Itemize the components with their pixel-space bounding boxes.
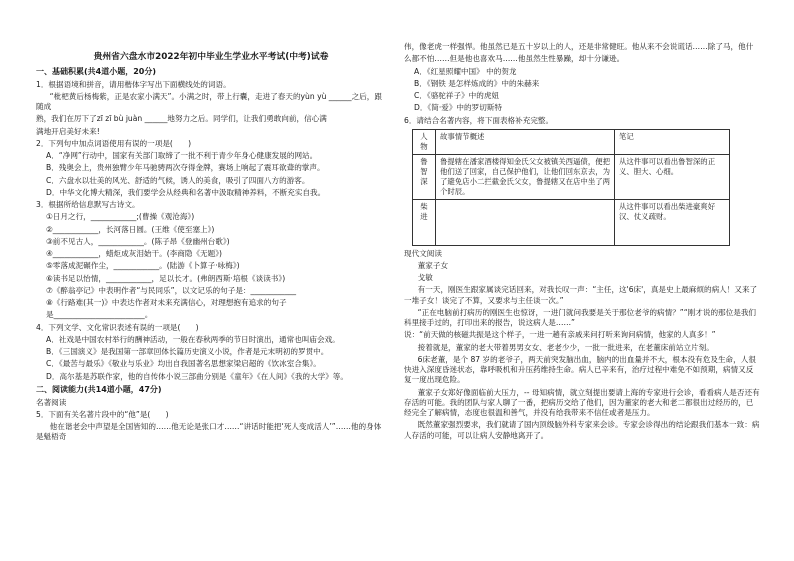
question-2-option-d: D．中华文化博大精深，我们要学会从经典和名著中汲取精神养料，不断充实自我。 (46, 187, 326, 197)
question-5-option-c: C．《骆驼祥子》中的虎妞 (414, 91, 500, 100)
question-4: 4．下列文学、文化常识表述有误的一项是( ) (36, 322, 199, 332)
question-3: 3．根据所给信息默写古诗文。 (36, 200, 140, 210)
table-header-notes: 笔记 (615, 129, 730, 154)
question-3-item-7: ⑦《醉翁亭记》中表明作者“与民同乐”，以文记乐的句子是：____________ (46, 285, 297, 295)
left-column (36, 0, 386, 445)
story-paragraph-5: 既然董家强烈要求，我们就请了国内顶级脑外科专家来会诊。专家会诊得出的结论跟我们基本一致：病人存活的可能，可以让病人安静地离开了。 (404, 420, 760, 440)
question-4-option-b: B．《三国演义》是我国第一部章回体长篇历史演义小说，作者是元末明初的罗贯中。 (46, 347, 329, 357)
table-cell-notes: 从这件事可以看出鲁智深的正义、胆大、心细。 (615, 154, 730, 199)
question-3-item-5: ⑤零落成泥碾作尘，____________。(陆游《卜算子·咏梅》) (46, 261, 240, 271)
story-paragraph-4: 董家子女郑好像面临前大压力，-- 母知病情，就立刻提出要请上海的专家进行会诊，看看病人是否还有存活的可能。我的团队与家人聊了一番，把病历交给了他们，因为董家的老大和老二都很出过经历的，已经完全了解病情，态度也很温和善气，并没有给我带来不信任或者是压力。 (404, 387, 760, 418)
story-paragraph-3: 6床老董，是个 87 岁的老爷子，两天前突发脑出血，脑内的出血量并不大，根本没有危及生命，人很快进入深度昏迷状态，靠呼吸机和升压药维持生命。病人已辛来有，治疗过程中难免不如预期，病情又反复一度出现危险。 (404, 354, 756, 385)
question-5-passage-cont-2: 么都不怕……但是他也喜欢马……他虽然生性暴躁，却十分谦逊。 (404, 54, 625, 64)
question-3-item-4: ④____________，蜡炬成灰泪始干。(李商隐《无题》) (46, 249, 222, 259)
table-cell-plot: 鲁提辖在潘家酒楼得知金氏父女被镇关西逼债，便把他们送了回家，自己保护他们，让他们回东京去，为了避免店小二拦截金氏父女，鲁提辖又在店中坐了两个时辰。 (436, 154, 615, 199)
question-2: 2．下列句中加点词语使用有误的一项是( ) (36, 138, 192, 148)
question-5-option-d: D．《简·爱》中的罗切斯特 (414, 103, 502, 113)
right-column (404, 0, 760, 443)
story-paragraph-1c: 说：“前天做的核磁共振是这个样子，一进一趟有亲戚来问打听来询问病情，他家的人真多！” (404, 330, 716, 340)
character-table (412, 129, 730, 246)
table-cell-character: 鲁智深 (413, 154, 436, 199)
question-1: 1．根据语境和拼音，请用楷体字写出下面横线处的词语。 (36, 79, 231, 89)
question-5: 5．下面有关名著片段中的“他”是( ) (36, 409, 169, 419)
table-row (413, 199, 730, 245)
question-1-para-1: “枇杷黄后杨梅紫，正是农家小满天”。小满之时，带上行囊，走进了春天的yùn yù ______之后，跟随成 (36, 91, 382, 112)
table-cell-character: 柴进 (413, 199, 436, 245)
question-2-option-c: C．六盘水以壮美的风光、舒适的气候，诱人的美食，吸引了四面八方的游客。 (46, 175, 310, 185)
question-1-para-3: 满地开启美好未来! (36, 126, 100, 136)
question-5-passage: 他在谐老会中声望是全国皆知的……他无论是张口才……“讲话时能把‘死人变成活人’”……他的身体是魁梧奇 (36, 422, 382, 442)
reading-category: 名著阅读 (36, 397, 67, 407)
table-header-plot: 故事情节概述 (436, 129, 615, 154)
exam-title: 贵州省六盘水市2022年初中毕业生学业水平考试(中考)试卷 (93, 52, 329, 62)
question-6: 6．请结合名著内容，将下面表格补充完整。 (404, 115, 554, 125)
question-3-item-2: ②____________，长河落日圆。(王维《使至塞上》) (46, 224, 215, 234)
table-cell-plot-blank[interactable] (436, 199, 615, 245)
table-row (413, 154, 730, 199)
story-paragraph-1: 有一天，刚医生跟家属谈完话回来，对我长叹一声：“主任，这'6床'，真是史上最麻烦的病人！又来了一堆子女！谈完了不算，又要求与主任谈一次。” (404, 285, 758, 305)
story-paragraph-2: 接着就是，董家的老大带着男男女女、老老少少，一批一批进来，在老董床前站立片刻。 (417, 342, 714, 352)
table-header-character: 人物 (413, 129, 436, 154)
question-4-option-a: A．社戏是中国农村举行的酬神活动，一般在春秋两季的节日时演出，通常也叫庙会戏。 (46, 334, 340, 344)
question-5-passage-cont-1: 伟，像老虎一样强悍。他虽然已是五十岁以上的人，还是非常健旺。他从来不会说谎话……除了马，他什 (404, 42, 754, 51)
question-3-item-3: ③前不见古人，____________。(陈子昂《登幽州台歌》) (46, 236, 230, 246)
section-basic: 一、基础积累(共4道小题，20分) (36, 66, 157, 76)
section-reading: 二、阅读能力(共14道小题，47分) (36, 384, 162, 394)
story-title: 董家子女 (417, 260, 449, 270)
question-2-option-b: B．残奥会上，贵州独臂少年马驰骋两次夺得金牌，赛场上响起了震耳欲聋的掌声。 (46, 163, 325, 173)
question-3-item-6: ⑥读书足以怡情，____________，足以长才。(弗朗西斯·培根《谈读书》) (46, 273, 286, 283)
modern-reading-label: 现代文阅读 (404, 248, 442, 258)
question-2-option-a: A．“净网”行动中，国家有关部门取缔了一批不利于青少年身心健康发展的网站。 (46, 151, 318, 161)
question-3-item-1: ①日月之行，____________;(曹操《观沧海》) (46, 212, 195, 222)
story-paragraph-1b: “正在电脑前打病历的刚医生也惊讶，一进门就问我要是关于那位老爷的病情？”“刚才说的那位是我们科里接手过的，打印出来的报告，说这病人是……” (404, 307, 757, 328)
question-5-option-a: A．《红星照耀中国》 中的贺龙 (414, 66, 517, 76)
question-3-item-8: ⑧《行路难(其一)》中表达作者对未来充满信心，对理想抱有追求的句子 (46, 298, 287, 308)
table-cell-notes: 从这件事可以看出柴进豪爽好汉、仗义疏财。 (615, 199, 730, 245)
table-header-row (413, 129, 730, 154)
question-5-option-b: B．《钢铁 是怎样炼成的》中的朱赫来 (414, 78, 540, 88)
question-4-option-c: C．《最苦与最乐》《敬业与乐业》均出自我国著名思想家梁启超的《饮冰室合集》。 (46, 359, 321, 369)
question-3-item-8b: 是________________________。 (46, 310, 153, 320)
question-1-para-2: 熟，我们在厉下了zī zī bù juàn ______地努力之后。同学们，让我们勇敢向前，信心满 (36, 114, 327, 124)
question-4-option-d: D．高尔基是苏联作家，他的自传体小说三部曲分别是《童年》《在人间》《我的大学》等。 (46, 371, 348, 381)
story-author: 戈敏 (417, 273, 433, 283)
